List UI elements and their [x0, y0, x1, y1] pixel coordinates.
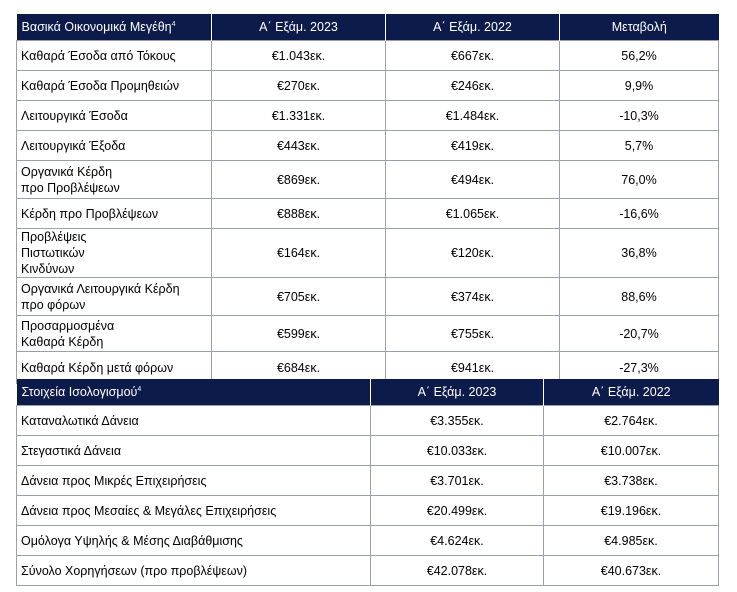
table-row	[17, 406, 719, 436]
table-row	[17, 161, 719, 199]
header-key-figures: Βασικά Οικονομικά Μεγέθη$^4$	[17, 14, 212, 41]
header-h1-2023: Α΄ Εξάμ. 2023	[212, 14, 386, 41]
row-label: Οργανικά Κέρδη προ Προβλέψεων	[17, 161, 212, 199]
cell-value: €4.985εκ.	[544, 526, 719, 556]
row-label: Λειτουργικά Έσοδα	[17, 101, 212, 131]
cell-value: €246εκ.	[386, 71, 560, 101]
cell-value: -16,6%	[560, 199, 719, 229]
table-row	[17, 556, 719, 586]
table-row	[17, 101, 719, 131]
table-row	[17, 278, 719, 316]
row-label: Καταναλωτικά Δάνεια	[17, 406, 371, 436]
row-label: Λειτουργικά Έξοδα	[17, 131, 212, 161]
cell-value: €120εκ.	[386, 229, 560, 278]
table-row	[17, 316, 719, 352]
row-label: Καθαρά Κέρδη μετά φόρων	[17, 352, 212, 384]
cell-value: €443εκ.	[212, 131, 386, 161]
header-change: Μεταβολή	[560, 14, 719, 41]
row-label: Καθαρά Έσοδα Προμηθειών	[17, 71, 212, 101]
row-label: Οργανικά Λειτουργικά Κέρδη προ φόρων	[17, 278, 212, 316]
cell-value: €3.701εκ.	[371, 466, 544, 496]
cell-value: €19.196εκ.	[544, 496, 719, 526]
financial-figures-table	[16, 14, 719, 384]
cell-value: €4.624εκ.	[371, 526, 544, 556]
cell-value: 56,2%	[560, 41, 719, 71]
cell-value: €3.738εκ.	[544, 466, 719, 496]
table-row	[17, 41, 719, 71]
row-label: Προβλέψεις Πιστωτικών Κινδύνων	[17, 229, 212, 278]
cell-value: €419εκ.	[386, 131, 560, 161]
cell-value: €941εκ.	[386, 352, 560, 384]
row-label: Σύνολο Χορηγήσεων (προ προβλέψεων)	[17, 556, 371, 586]
cell-value: 76,0%	[560, 161, 719, 199]
cell-value: -10,3%	[560, 101, 719, 131]
cell-value: €10.033εκ.	[371, 436, 544, 466]
cell-value: 5,7%	[560, 131, 719, 161]
cell-value: €1.065εκ.	[386, 199, 560, 229]
cell-value: 88,6%	[560, 278, 719, 316]
cell-value: €755εκ.	[386, 316, 560, 352]
row-label: Καθαρά Έσοδα από Τόκους	[17, 41, 212, 71]
cell-value: €869εκ.	[212, 161, 386, 199]
cell-value: €374εκ.	[386, 278, 560, 316]
cell-value: 9,9%	[560, 71, 719, 101]
table-row	[17, 71, 719, 101]
cell-value: -20,7%	[560, 316, 719, 352]
header-h1-2022: Α΄ Εξάμ. 2022	[544, 379, 719, 406]
cell-value: €20.499εκ.	[371, 496, 544, 526]
row-label: Προσαρμοσμένα Καθαρά Κέρδη	[17, 316, 212, 352]
cell-value: €1.331εκ.	[212, 101, 386, 131]
cell-value: €10.007εκ.	[544, 436, 719, 466]
cell-value: €599εκ.	[212, 316, 386, 352]
row-label: Στεγαστικά Δάνεια	[17, 436, 371, 466]
row-label: Κέρδη προ Προβλέψεων	[17, 199, 212, 229]
cell-value: €40.673εκ.	[544, 556, 719, 586]
header-h1-2023: Α΄ Εξάμ. 2023	[371, 379, 544, 406]
table-row	[17, 526, 719, 556]
row-label: Ομόλογα Υψηλής & Μέσης Διαβάθμισης	[17, 526, 371, 556]
cell-value: €1.484εκ.	[386, 101, 560, 131]
table-row	[17, 131, 719, 161]
row-label: Δάνεια προς Μικρές Επιχειρήσεις	[17, 466, 371, 496]
cell-value: €705εκ.	[212, 278, 386, 316]
table-row	[17, 229, 719, 278]
cell-value: €1.043εκ.	[212, 41, 386, 71]
cell-value: €270εκ.	[212, 71, 386, 101]
cell-value: €684εκ.	[212, 352, 386, 384]
cell-value: €494εκ.	[386, 161, 560, 199]
cell-value: €42.078εκ.	[371, 556, 544, 586]
cell-value: €164εκ.	[212, 229, 386, 278]
table-row	[17, 199, 719, 229]
cell-value: €667εκ.	[386, 41, 560, 71]
table-header-row	[17, 14, 719, 41]
table-row	[17, 496, 719, 526]
cell-value: -27,3%	[560, 352, 719, 384]
header-h1-2022: Α΄ Εξάμ. 2022	[386, 14, 560, 41]
cell-value: 36,8%	[560, 229, 719, 278]
table-header-row	[17, 379, 719, 406]
balance-sheet-table	[16, 379, 719, 586]
header-balance-sheet: Στοιχεία Ισολογισμού$^4$	[17, 379, 371, 406]
row-label: Δάνεια προς Μεσαίες & Μεγάλες Επιχειρήσεις	[17, 496, 371, 526]
cell-value: €888εκ.	[212, 199, 386, 229]
cell-value: €2.764εκ.	[544, 406, 719, 436]
cell-value: €3.355εκ.	[371, 406, 544, 436]
table-row	[17, 466, 719, 496]
table-row	[17, 436, 719, 466]
